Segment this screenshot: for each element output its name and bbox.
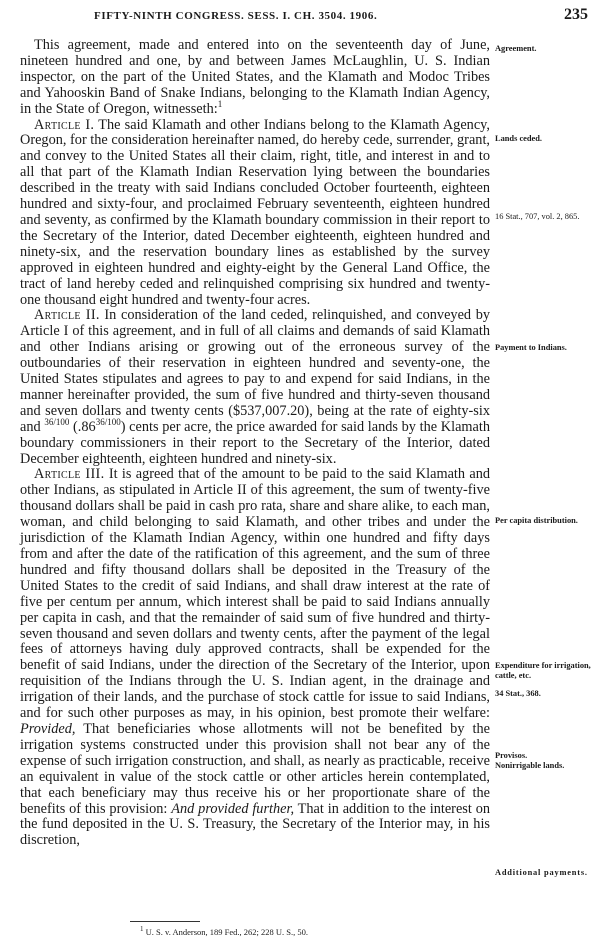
margin-note-agreement: Agreement. <box>495 44 537 53</box>
page-number: 235 <box>564 6 588 23</box>
footnote-text: U. S. v. Anderson, 189 Fed., 262; 228 U. S., 50. <box>145 926 308 937</box>
preamble-paragraph <box>20 38 490 118</box>
footnote-reference: 1 <box>217 98 223 109</box>
page-header <box>0 6 600 28</box>
preamble-text: This agreement, made and entered into on the seventeenth day of June, nineteen hundred and one, by and between James McLaughlin, U. S. Indian inspector, on the part of the United States, and the Klamath and Modoc Tribes and Yahooskin Band of Snake Indians, belonging to the Klamath Indian Agency, in the State of Oregon, witnesseth: <box>20 37 490 117</box>
fraction-1: 36/100 <box>44 416 70 427</box>
margin-note-nonirrigable: Nonirrigable lands. <box>495 761 565 770</box>
margin-note-per-capita: Per capita distribution. <box>495 516 578 525</box>
article-1-text: The said Klamath and other Indians belong to the Klamath Agency, Oregon, for the consideration hereinafter named, do hereby cede, surrender, grant, and convey to the United States all their claim, right, title, and interest in and to all that part of the Klamath Indian Reservation lying between the boundaries described in the treaty with said Indians concluded October fourteenth, eighteen hundred and sixty-four, and proclaimed February seventeenth, eighteen hundred and seventy, as confirmed by the Klamath boundary commission in their report to the Secretary of the Interior, dated December eighteenth, eighteen hundred and ninety-six, and the reservation boundary lines as established by the survey approved in eighteen hundred and eighty-eight by the General Land Office, the tract of land hereby ceded and relinquished comprising six hundred and twenty-one thousand eight hundred and twenty-four acres. <box>20 116 490 308</box>
margin-note-provisos: Provisos. <box>495 751 528 760</box>
article-2-text-a: In consideration of the land ceded, relinquished, and conveyed by Article I of this agreement, and in full of all claims and demands of said Klamath and other Indians arising or growing out of the erroneous survey of the outboundaries of their reservation in eighteen hundred and seventy-one, the United States stipulates and agrees to pay to and expend for said Indians, in the manner hereinafter provided, the sum of five hundred and thirty-seven thousand and seven dollars and twenty cents ($537,007.20), being at the rate of eighty-six and <box>20 307 490 435</box>
margin-note-lands-ceded: Lands ceded. <box>495 134 543 143</box>
running-head: FIFTY-NINTH CONGRESS. SESS. I. CH. 3504. 1906. <box>94 10 378 22</box>
article-3-paragraph <box>20 467 490 849</box>
provided-italic-1: Provided, <box>20 720 76 737</box>
article-3-label: Article III. <box>34 466 105 483</box>
margin-note-payment: Payment to Indians. <box>495 343 567 352</box>
main-text <box>20 38 490 849</box>
article-2-label: Article II. <box>34 307 100 324</box>
article-2-text-c: ) cents per acre, the price awarded for said lands by the Klamath boundary commissioners in their report to the Secretary of the Interior, dated December eighteenth, eighteen hundred and ninety-six. <box>20 418 490 467</box>
footnote-divider <box>130 921 200 922</box>
fraction-2: 36/100 <box>95 416 121 427</box>
margin-note-stat-ref-1: 16 Stat., 707, vol. 2, 865. <box>495 212 580 221</box>
article-3-text-c: That in addition to the interest on the fund deposited in the U. S. Treasury, the Secretary of the Interior may, in his discretion, <box>20 800 490 849</box>
article-1-paragraph <box>20 118 490 309</box>
article-2-text-b: (.86 <box>73 418 96 435</box>
article-3-text-a: It is agreed that of the amount to be paid to the said Klamath and other Indians, as stipulated in Article II of this agreement, the sum of twenty-five thousand dollars shall be paid in cash pro rata, share and share alike, to each man, woman, and child belonging to said Klamath, and other tribes and under the jurisdiction of the Klamath Indian Agency, within one hundred and fifty days from and after the date of the ratification of this agreement, and the sum of three hundred and fifty thousand dollars shall be deposited in the Treasury of the United States to the credit of said Indians, and shall draw interest at the rate of five per centum per annum, which interest shall be paid to said Indians annually per capita in cash, and that the remainder of said sum of five hundred and thirty-seven thousand and seven dollars and twenty cents, after the payment of the legal fees of attorneys having duly approved contracts, shall be expended for the benefit of said Indians, under the direction of the Secretary of the Interior, upon requisition of the Indians through the U. S. Indian agent, in the drainage and irrigation of their lands, and the purchase of stock cattle for issue to said Indians, and for such other purposes as may, in his opinion, best promote their welfare: <box>20 466 490 722</box>
margin-note-stat-ref-2: 34 Stat., 368. <box>495 689 541 698</box>
margin-note-additional: Additional payments. <box>495 868 588 877</box>
margin-note-expenditure: Expenditure for irrigation, cattle, etc. <box>495 661 591 680</box>
footnote <box>140 924 580 937</box>
footnote-marker: 1 <box>140 925 144 933</box>
article-2-paragraph <box>20 308 490 467</box>
article-1-label: Article I. <box>34 116 95 133</box>
article-3-text-b: That beneficiaries whose allotments will not be benefited by the irrigation systems constructed under this provision shall not bear any of the expense of such irrigation construction, and shall, as nearly as practicable, receive an equivalent in value of the stock cattle or other articles herein contemplated, that each beneficiary may thus receive his or her proportionate share of the benefits of this provision: <box>20 720 490 817</box>
provided-italic-2: And provided further, <box>171 800 295 817</box>
